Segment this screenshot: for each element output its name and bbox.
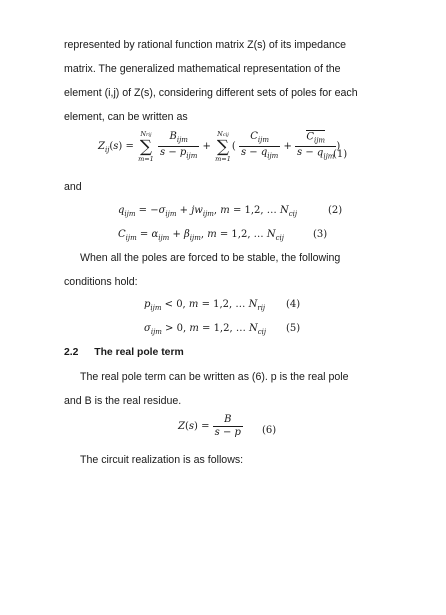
summation-symbol: Ncij ∑ m=1 <box>215 130 231 163</box>
paragraph-line: When all the poles are forced to be stable, the following <box>80 252 341 264</box>
equation-3: $C_{ijm} = \alpha_{ijm} + \beta_{ijm}$, m = 1,2, … $N_{cij}$ <box>118 229 284 242</box>
paragraph-line: element (i,j) of Z(s), considering different sets of poles for each <box>64 87 358 99</box>
equation-1: $Z_{ij}(s)$ = Nrij ∑ m=1 $\frac{B_{ijm}}{s - p_{ijm}}$ + Ncij ∑ m=1 ( $\frac{C_{ijm}}{s - q_{ijm}}$ + $\frac{C_{ijm}}{s - q_{ijm}}$ ) <box>98 130 341 163</box>
section-title: The real pole term <box>94 347 184 358</box>
paragraph-line: matrix. The generalized mathematical representation of the <box>64 63 341 75</box>
equation-number: (1) <box>333 149 348 160</box>
equation-2: $q_{ijm} = -\sigma_{ijm} + jw_{ijm}$, m = 1,2, … $N_{cij}$ <box>118 205 298 218</box>
section-number: 2.2 <box>64 347 79 358</box>
equation-number: (3) <box>313 229 328 240</box>
paragraph-line: The circuit realization is as follows: <box>80 454 244 466</box>
section-heading <box>64 346 184 360</box>
paragraph-line: element, can be written as <box>64 111 188 123</box>
equation-6: Z(s) = $\frac{B}{s - p}$ <box>178 414 241 438</box>
paragraph-line: conditions hold: <box>64 276 138 288</box>
paragraph-line: and B is the real residue. <box>64 395 182 407</box>
equation-number: (4) <box>286 299 301 310</box>
equation-number: (6) <box>262 425 277 436</box>
equation-number: (5) <box>286 323 301 334</box>
equation-number: (2) <box>328 205 343 216</box>
paragraph-line: The real pole term can be written as (6). p is the real pole <box>80 371 349 383</box>
paragraph-line: and <box>64 181 82 193</box>
equation-4: $p_{ijm} < 0$, m = 1,2, … $N_{rij}$ <box>144 299 266 312</box>
paragraph-line: represented by rational function matrix Z(s) of its impedance <box>64 39 347 51</box>
equation-5: $\sigma_{ijm} > 0$, m = 1,2, … $N_{cij}$ <box>144 323 267 336</box>
summation-symbol: Nrij ∑ m=1 <box>138 130 154 163</box>
